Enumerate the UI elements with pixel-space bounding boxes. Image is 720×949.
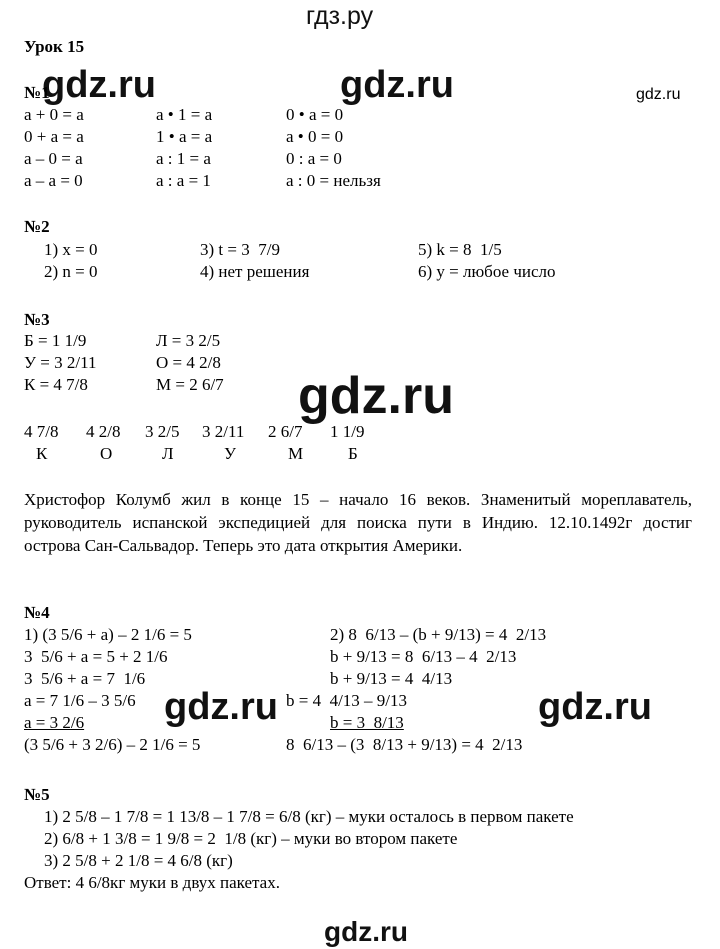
task-4-left-answer: a = 3 2/6 <box>24 713 85 732</box>
lesson-title: Урок 15 <box>24 37 85 56</box>
task-5-title: №5 <box>24 785 50 804</box>
code-letter: М <box>288 444 304 463</box>
task-1-line: 0 : a = 0 <box>286 149 342 168</box>
task-1-line: a : a = 1 <box>156 171 211 190</box>
task-4-right-line: b + 9/13 = 8 6/13 – 4 2/13 <box>330 647 517 666</box>
task-5-line: 3) 2 5/8 + 2 1/8 = 4 6/8 (кг) <box>44 851 233 870</box>
code-fraction: 3 2/11 <box>202 422 245 441</box>
task-3-line: У = 3 2/11 <box>24 353 97 372</box>
code-fraction: 4 2/8 <box>86 422 121 441</box>
task-3-line: Б = 1 1/9 <box>24 331 87 350</box>
task-2-title: №2 <box>24 217 50 236</box>
task-4-left-line: 1) (3 5/6 + a) – 2 1/6 = 5 <box>24 625 192 644</box>
code-letter: Л <box>162 444 174 463</box>
watermark: gdz.ru <box>340 64 454 106</box>
task-5-answer: Ответ: 4 6/8кг муки в двух пакетах. <box>24 873 280 892</box>
task-1-line: a – 0 = a <box>24 149 83 168</box>
task-1-title: №1 <box>24 83 50 102</box>
code-fraction: 1 1/9 <box>330 422 365 441</box>
task-1-line: a • 0 = 0 <box>286 127 344 146</box>
task-1-line: a – a = 0 <box>24 171 83 190</box>
task-3-line: М = 2 6/7 <box>156 375 224 394</box>
task-5-line: 1) 2 5/8 – 1 7/8 = 1 13/8 – 1 7/8 = 6/8 (кг) – муки осталось в первом пакете <box>44 807 574 826</box>
code-letter: О <box>100 444 113 463</box>
task-2-item: 4) нет решения <box>200 262 310 281</box>
task-2-item: 6) y = любое число <box>418 262 556 281</box>
task-2-item: 2) n = 0 <box>44 262 98 281</box>
watermark: gdz.ru <box>324 916 408 947</box>
task-2-item: 5) k = 8 1/5 <box>418 240 502 259</box>
task-5-line: 2) 6/8 + 1 3/8 = 1 9/8 = 2 1/8 (кг) – муки во втором пакете <box>44 829 458 848</box>
task-3-line: О = 4 2/8 <box>156 353 221 372</box>
task-1-line: a + 0 = a <box>24 105 84 124</box>
code-fraction: 2 6/7 <box>268 422 303 441</box>
task-2-item: 3) t = 3 7/9 <box>200 240 280 259</box>
task-4-left-line: 3 5/6 + a = 5 + 2 1/6 <box>24 647 168 666</box>
task-3-title: №3 <box>24 310 50 329</box>
task-3-line: Л = 3 2/5 <box>156 331 221 350</box>
code-letter: Б <box>348 444 358 463</box>
task-4-right-line: b + 9/13 = 4 4/13 <box>330 669 453 688</box>
watermark: gdz.ru <box>298 367 454 425</box>
site-header: гдз.ру <box>306 2 374 30</box>
task-4-left-line: 3 5/6 + a = 7 1/6 <box>24 669 146 688</box>
watermark: gdz.ru <box>42 64 156 106</box>
task-1-line: 1 • a = a <box>156 127 213 146</box>
code-letter: У <box>224 444 237 463</box>
task-4-right-line: 2) 8 6/13 – (b + 9/13) = 4 2/13 <box>330 625 547 644</box>
task-4-left-line: a = 7 1/6 – 3 5/6 <box>24 691 136 710</box>
task-1-line: 0 • a = 0 <box>286 105 344 124</box>
task-4-right-answer: b = 3 8/13 <box>330 713 404 732</box>
task-4-title: №4 <box>24 603 50 622</box>
task-2-item: 1) x = 0 <box>44 240 98 259</box>
task-4-right-check: 8 6/13 – (3 8/13 + 9/13) = 4 2/13 <box>286 735 523 754</box>
code-fraction: 3 2/5 <box>145 422 180 441</box>
task-1-line: a : 1 = a <box>156 149 211 168</box>
code-letter: К <box>36 444 48 463</box>
watermark-small: gdz.ru <box>636 86 681 103</box>
task-1-line: a • 1 = a <box>156 105 213 124</box>
code-fraction: 4 7/8 <box>24 422 59 441</box>
task-1-line: a : 0 = нельзя <box>286 171 381 190</box>
task-3-line: К = 4 7/8 <box>24 375 88 394</box>
watermark: gdz.ru <box>164 686 278 728</box>
task-4-left-check: (3 5/6 + 3 2/6) – 2 1/6 = 5 <box>24 735 201 754</box>
watermark: gdz.ru <box>538 686 652 728</box>
task-4-right-line: b = 4 4/13 – 9/13 <box>286 691 408 710</box>
task-1-line: 0 + a = a <box>24 127 84 146</box>
columbus-paragraph: Христофор Колумб жил в конце 15 – начало 16 веков. Знаменитый мореплаватель, руководитель испанской экспедицией для поиска пути в Индию. 12.10.1492г достиг острова Сан-Сальвадор. Теперь это дата открытия Америки. <box>24 490 692 555</box>
